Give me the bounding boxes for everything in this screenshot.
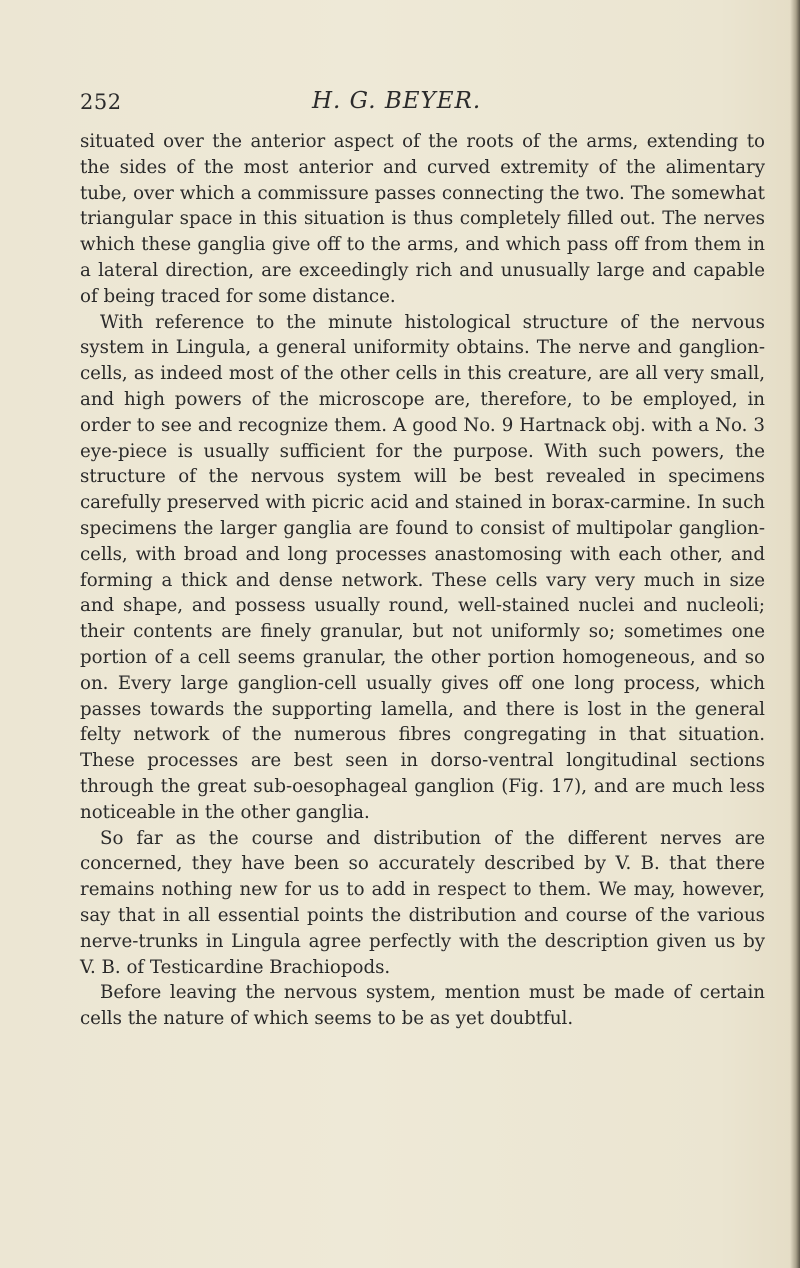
paragraph-2: With reference to the minute histological structure of the nervous system in Lingula, a general uniformity obtains. The nerve and ganglion-cells, as indeed most of the other cells in this creature, are all very small, and high powers of the microscope are, therefore, to be employed, in order to see and recognize them. A good No. 9 Hartnack obj. with a No. 3 eye-piece is usually sufficient for the purpose. With such powers, the structure of the nervous system will be best revealed in specimens carefully preserved with picric acid and stained in borax-carmine. In such specimens the larger ganglia are found to consist of multipolar ganglion-cells, with broad and long processes anastomosing with each other, and forming a thick and dense network. These cells vary very much in size and shape, and possess usually round, well-stained nuclei and nucleoli; their contents are finely granular, but not uniformly so; sometimes one portion of a cell seems granular, the other portion homogeneous, and so on. Every large ganglion-cell usually gives off one long process, which passes towards the supporting lamella, and there is lost in the general felty network of the numerous fibres congregating in that situation. These processes are best seen in dorso-ventral longitudinal sections through the great sub-oesophageal ganglion (Fig. 17), and are much less noticeable in the other ganglia. — [80, 311, 765, 823]
body-text — [80, 129, 765, 1032]
paragraph-4: Before leaving the nervous system, mention must be made of certain cells the nature of which seems to be as yet doubtful. — [80, 982, 765, 1030]
running-head: H. G. BEYER. — [312, 88, 482, 114]
paragraph-3: So far as the course and distribution of the different nerves are concerned, they have been so accurately described by V. B. that there remains nothing new for us to add in respect to them. We may, however, say that in all essential points the distribution and course of the various nerve-trunks in Lingula agree perfectly with the description given us by V. B. of Testicardine Brachiopods. — [80, 827, 765, 978]
page-number: 252 — [80, 90, 122, 114]
paragraph-1: situated over the anterior aspect of the roots of the arms, extending to the sides of the most anterior and curved extremity of the alimentary tube, over which a commissure passes connecting the two. The somewhat triangular space in this situation is thus completely filled out. The nerves which these ganglia give off to the arms, and which pass off from them in a lateral direction, are exceedingly rich and unusually large and capable of being traced for some distance. — [80, 131, 765, 307]
page-header — [80, 88, 760, 124]
page-edge-shadow — [790, 0, 800, 1268]
